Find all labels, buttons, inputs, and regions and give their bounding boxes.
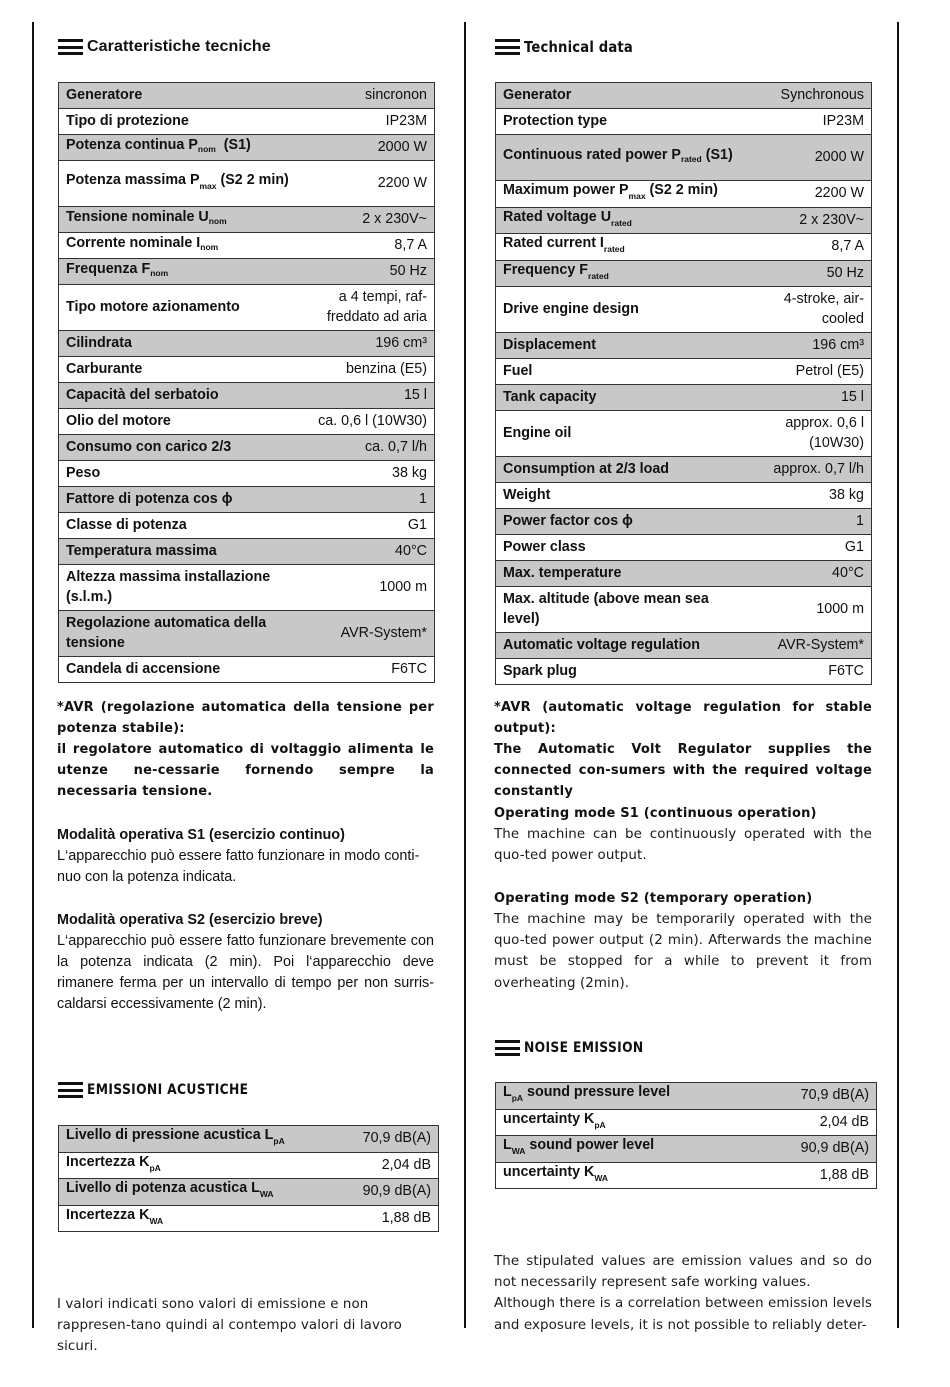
table-row [59, 161, 435, 207]
spec-key-subscript: rated [603, 244, 625, 254]
table-row [496, 135, 872, 181]
table-row [59, 487, 435, 513]
spec-key: Drive engine design [496, 287, 751, 333]
table-row [496, 109, 872, 135]
table-row [496, 457, 872, 483]
spec-key: Tank capacity [496, 385, 751, 411]
spec-key-text: Tensione nominale U [66, 208, 209, 225]
noise-key [59, 1126, 339, 1153]
avr-note-title: *AVR (automatic voltage regulation for stable output): [494, 700, 872, 736]
noise-key-subscript: WA [259, 1189, 274, 1199]
spec-value: F6TC [751, 659, 872, 685]
spec-value-line: 4-stroke, air- [783, 291, 864, 307]
spec-key [59, 259, 304, 285]
table-row [496, 359, 872, 385]
spec-key: Cilindrata [59, 331, 304, 357]
spec-value: F6TC [304, 657, 435, 683]
spec-key-subscript: rated [680, 153, 702, 164]
table-row [496, 587, 872, 633]
spec-value: 40°C [751, 561, 872, 587]
spec-key: Fuel [496, 359, 751, 385]
spec-key-subscript: nom [150, 267, 169, 278]
emission-note-paragraph: Although there is a correlation between emission levels and exposure levels, it is not possible to reliably deter- [494, 1296, 872, 1333]
spec-key-text: Potenza massima P [66, 171, 200, 188]
table-row [59, 233, 435, 259]
noise-key [496, 1083, 766, 1110]
mode-s1-title: Modalità operativa S1 (esercizio continuo) [57, 827, 345, 843]
italian-section-heading [58, 38, 271, 56]
noise-key-subscript: WA [511, 1146, 526, 1156]
column-divider-rule [464, 22, 466, 1328]
spec-value: 2 x 230V~ [304, 207, 435, 233]
noise-key-text: Incertezza K [66, 1153, 150, 1170]
spec-value: benzina (E5) [304, 357, 435, 383]
spec-value: 2000 W [751, 135, 872, 181]
spec-key-suffix: (S2 2 min) [645, 182, 718, 198]
spec-value: 50 Hz [304, 259, 435, 285]
spec-value-line: approx. 0,6 l [785, 415, 864, 431]
table-row [496, 207, 872, 234]
mode-s1-text: L‘apparecchio può essere fatto funzionare in modo conti-nuo con la potenza indicata. [57, 848, 420, 885]
spec-value [751, 411, 872, 457]
table-row [59, 657, 435, 683]
mode-s1-title: Operating mode S1 (continuous operation) [494, 806, 817, 821]
table-row [59, 1126, 439, 1153]
spec-value: Synchronous [751, 83, 872, 109]
table-row [59, 1152, 439, 1179]
spec-key: Generator [496, 83, 751, 109]
spec-key: Tipo di protezione [59, 109, 304, 135]
spec-value: 1000 m [304, 565, 435, 611]
spec-key-subscript: nom [200, 241, 219, 252]
avr-note-title: *AVR (regolazione automatica della tensione per potenza stabile): [57, 700, 434, 736]
spec-value: G1 [751, 535, 872, 561]
table-row [496, 181, 872, 208]
italian-noise-heading [58, 1082, 277, 1098]
italian-mode-s1 [57, 825, 434, 888]
table-row [496, 385, 872, 411]
spec-value: AVR-System* [304, 611, 435, 657]
noise-value: 1,88 dB [339, 1205, 439, 1232]
spec-key [496, 181, 751, 208]
spec-key: Olio del motore [59, 409, 304, 435]
spec-value: 2 x 230V~ [751, 207, 872, 234]
spec-key-text: Potenza continua P [66, 136, 198, 153]
spec-value: 40°C [304, 539, 435, 565]
table-row [496, 287, 872, 333]
spec-key: Temperatura massima [59, 539, 304, 565]
spec-value: 38 kg [751, 483, 872, 509]
avr-note-body: il regolatore automatico di voltaggio alimenta le utenze ne-cessarie fornendo sempre la necessaria tensione. [57, 742, 434, 799]
mode-s2-title: Operating mode S2 (temporary operation) [494, 891, 813, 906]
english-section-heading [495, 38, 652, 56]
noise-key-text: L [503, 1084, 512, 1100]
table-row [59, 207, 435, 233]
table-row [496, 659, 872, 685]
spec-value: 1 [751, 509, 872, 535]
spec-value: 196 cm³ [304, 331, 435, 357]
table-row [496, 1109, 877, 1136]
table-row [496, 260, 872, 287]
noise-key-text: Livello di pressione acustica L [66, 1127, 274, 1143]
table-row [496, 333, 872, 359]
noise-value: 2,04 dB [766, 1109, 877, 1136]
noise-key-subscript: WA [594, 1172, 609, 1183]
spec-value: G1 [304, 513, 435, 539]
noise-key-text: uncertainty K [503, 1110, 595, 1127]
table-row [59, 383, 435, 409]
table-row [496, 535, 872, 561]
noise-key-suffix: sound power level [525, 1137, 655, 1153]
spec-key: Weight [496, 483, 751, 509]
spec-key: Protection type [496, 109, 751, 135]
table-row [496, 83, 872, 109]
spec-key: Consumo con carico 2/3 [59, 435, 304, 461]
spec-value: 1 [304, 487, 435, 513]
spec-value: IP23M [751, 109, 872, 135]
table-row [59, 135, 435, 161]
spec-key: Altezza massima installazione (s.l.m.) [59, 565, 304, 611]
english-mode-s1 [494, 803, 872, 866]
spec-value-line: freddato ad aria [326, 308, 427, 325]
english-avr-note [494, 697, 872, 802]
english-heading-text: Technical data [524, 38, 633, 56]
table-row [59, 357, 435, 383]
table-row [59, 409, 435, 435]
noise-value: 1,88 dB [766, 1162, 877, 1189]
table-row [59, 259, 435, 285]
section-bars-icon [58, 1082, 83, 1098]
noise-key-text: Livello di potenza acustica L [66, 1180, 260, 1196]
noise-key [59, 1205, 339, 1232]
spec-key-text: Maximum power P [503, 182, 629, 198]
spec-key [496, 234, 751, 261]
spec-value: Petrol (E5) [751, 359, 872, 385]
noise-key-subscript: WA [149, 1215, 164, 1226]
mode-s2-text: L‘apparecchio può essere fatto funzionare brevemente con la potenza indicata (2 min). Poi l‘apparecchio deve rimanere ferma per un intervallo di tempo per non surris-caldarsi eccessivamente (2 min). [57, 933, 434, 1012]
page-left-rule [32, 22, 34, 1328]
spec-key-subscript: max [628, 191, 646, 201]
noise-key [496, 1136, 766, 1163]
table-row [59, 83, 435, 109]
table-row [496, 1162, 877, 1189]
noise-value: 90,9 dB(A) [766, 1136, 877, 1163]
emission-note-paragraph: The stipulated values are emission values and so do not necessarily represent safe working values. [494, 1254, 872, 1291]
noise-key-suffix: sound pressure level [523, 1084, 671, 1100]
table-row [59, 331, 435, 357]
spec-value: 38 kg [304, 461, 435, 487]
spec-key: Peso [59, 461, 304, 487]
spec-value: 2000 W [304, 135, 435, 161]
spec-key: Power class [496, 535, 751, 561]
table-row [59, 285, 435, 331]
table-row [496, 411, 872, 457]
section-bars-icon [495, 39, 520, 55]
table-row [496, 633, 872, 659]
spec-key-text: Frequenza F [66, 260, 151, 277]
spec-value: 8,7 A [751, 234, 872, 261]
spec-key-suffix: (S1) [701, 146, 733, 163]
noise-value: 70,9 dB(A) [766, 1083, 877, 1110]
spec-key: Fattore di potenza cos ϕ [59, 487, 304, 513]
table-row [59, 611, 435, 657]
spec-key-text: Corrente nominale I [66, 234, 201, 251]
section-bars-icon [58, 39, 83, 55]
spec-key [59, 233, 304, 259]
noise-key-subscript: pA [149, 1162, 161, 1173]
spec-key-text: Rated voltage U [503, 208, 612, 225]
spec-key: Engine oil [496, 411, 751, 457]
spec-key-text: Frequency F [503, 261, 589, 278]
spec-key: Max. temperature [496, 561, 751, 587]
spec-key-text: Continuous rated power P [503, 146, 681, 163]
spec-value: ca. 0,7 l/h [304, 435, 435, 461]
mode-s2-title: Modalità operativa S2 (esercizio breve) [57, 912, 323, 928]
table-row [496, 509, 872, 535]
noise-heading-text: EMISSIONI ACUSTICHE [87, 1082, 249, 1098]
spec-value-line: cooled [821, 310, 864, 327]
noise-value: 2,04 dB [339, 1152, 439, 1179]
table-row [59, 1205, 439, 1232]
spec-value-line: a 4 tempi, raf- [338, 289, 427, 305]
spec-key: Classe di potenza [59, 513, 304, 539]
spec-value: 8,7 A [304, 233, 435, 259]
table-row [496, 234, 872, 261]
spec-key [59, 135, 304, 161]
english-mode-s2 [494, 888, 872, 994]
noise-key-text: uncertainty K [503, 1163, 595, 1180]
noise-key-text: Incertezza K [66, 1206, 150, 1223]
spec-key: Generatore [59, 83, 304, 109]
spec-key-suffix: (S2 2 min) [216, 171, 289, 188]
noise-value: 70,9 dB(A) [339, 1126, 439, 1153]
spec-value: 50 Hz [751, 260, 872, 287]
spec-key: Carburante [59, 357, 304, 383]
english-noise-table [495, 1082, 877, 1189]
italian-avr-note [57, 697, 434, 802]
mode-s2-text: The machine may be temporarily operated with the quo-ted power output (2 min). Afterwards the machine must be stopped for a while to prevent it from overheating (2min). [494, 912, 872, 991]
table-row [496, 1083, 877, 1110]
italian-mode-s2 [57, 910, 434, 1015]
english-spec-table [495, 82, 872, 685]
noise-heading-text: NOISE EMISSION [524, 1040, 644, 1056]
noise-key [496, 1109, 766, 1136]
noise-key-subscript: pA [511, 1093, 524, 1103]
english-emission-note [494, 1251, 872, 1336]
spec-key: Displacement [496, 333, 751, 359]
noise-key [59, 1179, 339, 1206]
spec-key [496, 260, 751, 287]
spec-value: 2200 W [751, 181, 872, 208]
noise-value: 90,9 dB(A) [339, 1179, 439, 1206]
noise-key-subscript: pA [273, 1136, 285, 1146]
spec-key: Max. altitude (above mean sea level) [496, 587, 751, 633]
spec-value: 196 cm³ [751, 333, 872, 359]
table-row [496, 561, 872, 587]
spec-key [59, 207, 304, 233]
spec-value: AVR-System* [751, 633, 872, 659]
english-noise-heading [495, 1040, 665, 1056]
mode-s1-text: The machine can be continuously operated with the quo-ted power output. [494, 827, 872, 864]
spec-key-subscript: rated [588, 270, 609, 281]
table-row [59, 461, 435, 487]
table-row [59, 513, 435, 539]
table-row [496, 1136, 877, 1163]
italian-spec-table [58, 82, 435, 683]
table-row [59, 539, 435, 565]
noise-key-text: L [503, 1137, 512, 1153]
spec-value: approx. 0,7 l/h [751, 457, 872, 483]
italian-emission-note: I valori indicati sono valori di emissione e non rappresen-tano quindi al contempo valori di lavoro sicuri. [57, 1297, 402, 1355]
spec-key: Capacità del serbatoio [59, 383, 304, 409]
italian-heading-text: Caratteristiche tecniche [87, 38, 271, 55]
italian-noise-table [58, 1125, 439, 1232]
spec-key [496, 135, 751, 181]
spec-value: 1000 m [751, 587, 872, 633]
spec-key: Tipo motore azionamento [59, 285, 304, 331]
spec-key: Spark plug [496, 659, 751, 685]
spec-key-subscript: nom [208, 215, 227, 226]
noise-key [496, 1162, 766, 1189]
spec-key: Consumption at 2/3 load [496, 457, 751, 483]
noise-key [59, 1152, 339, 1179]
table-row [59, 435, 435, 461]
spec-key: Candela di accensione [59, 657, 304, 683]
spec-value [304, 285, 435, 331]
noise-key-subscript: pA [594, 1119, 606, 1130]
spec-key [496, 207, 751, 234]
spec-value: IP23M [304, 109, 435, 135]
spec-key: Automatic voltage regulation [496, 633, 751, 659]
spec-key-subscript: nom [197, 143, 216, 154]
spec-key [59, 161, 304, 207]
table-row [59, 109, 435, 135]
spec-key-suffix: (S1) [215, 136, 251, 153]
spec-key-subscript: rated [611, 217, 632, 228]
spec-key: Regolazione automatica della tensione [59, 611, 304, 657]
spec-value: 2200 W [304, 161, 435, 207]
avr-note-body: The Automatic Volt Regulator supplies the connected con-sumers with the required voltage constantly [494, 742, 872, 799]
spec-value: sincronon [304, 83, 435, 109]
spec-value-line: (10W30) [809, 434, 864, 451]
table-row [496, 483, 872, 509]
section-bars-icon [495, 1040, 520, 1056]
spec-value: 15 l [751, 385, 872, 411]
spec-key-subscript: max [199, 180, 217, 191]
spec-key-text: Rated current I [503, 235, 604, 251]
table-row [59, 1179, 439, 1206]
spec-value: ca. 0,6 l (10W30) [304, 409, 435, 435]
spec-value [751, 287, 872, 333]
page-right-rule [897, 22, 899, 1328]
table-row [59, 565, 435, 611]
spec-key: Power factor cos ϕ [496, 509, 751, 535]
spec-value: 15 l [304, 383, 435, 409]
